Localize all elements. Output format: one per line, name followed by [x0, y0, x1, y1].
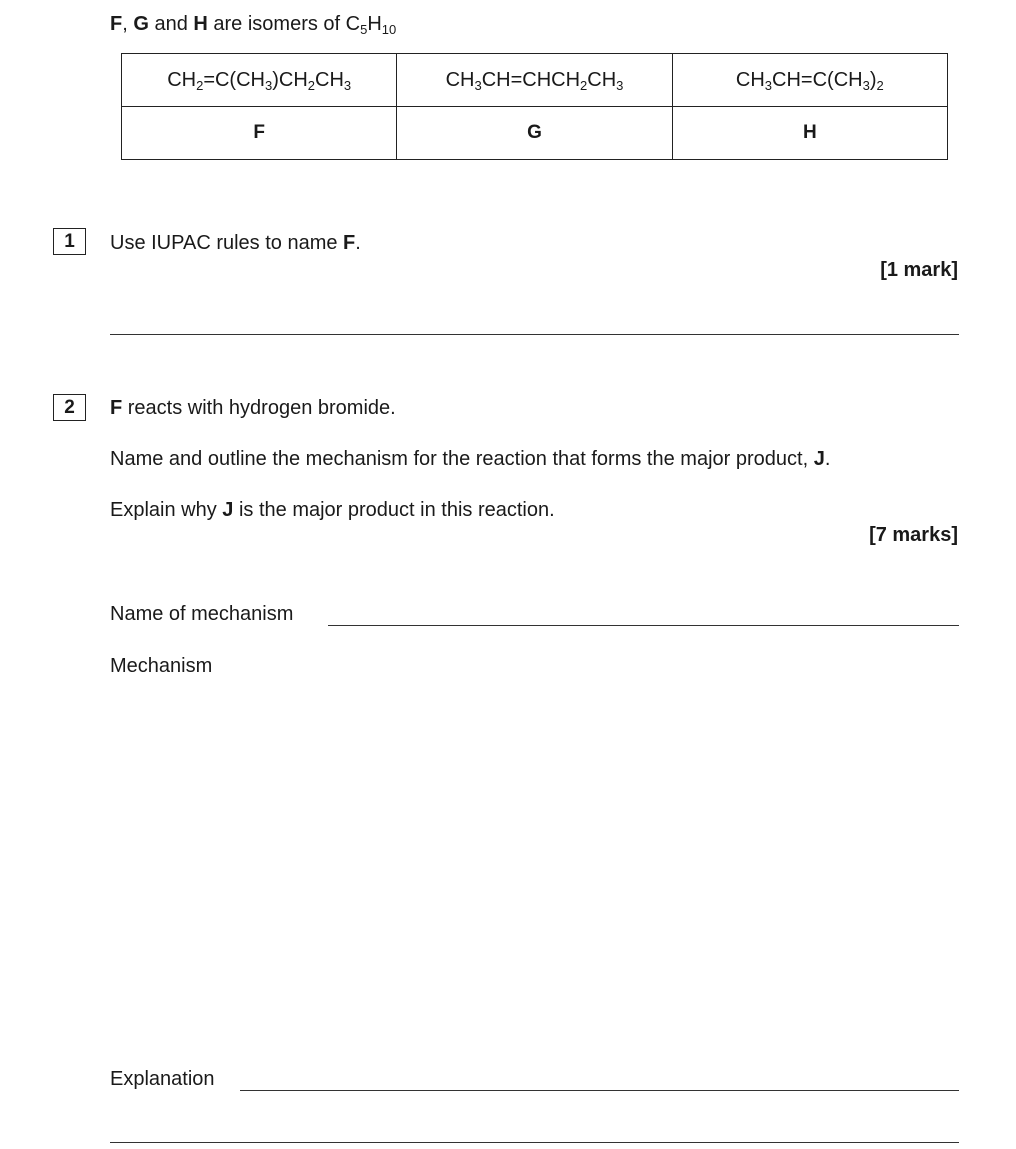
intro-sep: ,: [122, 13, 134, 35]
question-2-line2: [110, 447, 830, 471]
question-2-line2-end: .: [824, 448, 831, 470]
question-2-line3-text: Explain why: [110, 499, 223, 521]
question-2-number: 2: [53, 394, 86, 421]
explanation-label: Explanation: [110, 1068, 215, 1090]
question-2-line3: [110, 498, 555, 522]
explanation-answer-line-1[interactable]: [240, 1090, 959, 1091]
formula-cell-f: $CH_2=C(CH_3)CH_2CH_3$: [122, 54, 397, 107]
explanation-answer-line-2[interactable]: [110, 1142, 959, 1143]
isomer-g-ref: G: [133, 13, 149, 35]
intro-and: and: [148, 13, 194, 35]
intro-h: H: [367, 13, 382, 35]
question-2-line3-rest: is the major product in this reaction.: [233, 499, 555, 521]
question-2-marks: [7 marks]: [869, 524, 958, 546]
mechanism-label: Mechanism: [110, 655, 213, 677]
question-1-number: 1: [53, 228, 86, 255]
mechanism-name-label: Name of mechanism: [110, 603, 294, 625]
question-1-bold-f: F: [343, 232, 356, 254]
intro-line: [110, 12, 396, 36]
isomer-table: [121, 53, 948, 160]
question-1-text: [110, 231, 361, 255]
question-2-bold-j: J: [813, 448, 825, 470]
label-cell-h: H: [672, 107, 947, 160]
answer-line-q1[interactable]: [110, 334, 959, 335]
label-cell-f: F: [122, 107, 397, 160]
isomer-f-ref: F: [110, 13, 123, 35]
question-2-line1-text: reacts with hydrogen bromide.: [122, 397, 396, 419]
label-cell-g: G: [397, 107, 672, 160]
formula-cell-g: $CH_3CH=CHCH_2CH_3$: [397, 54, 672, 107]
question-1-prompt: Use IUPAC rules to name: [110, 232, 344, 254]
question-2-bold-f: F: [110, 397, 123, 419]
intro-c-subscript: 5: [360, 22, 368, 37]
isomer-h-ref: H: [193, 13, 208, 35]
mechanism-name-answer-line[interactable]: [328, 625, 959, 626]
question-1-marks: [1 mark]: [880, 259, 958, 281]
question-2-line1: [110, 396, 396, 420]
question-2-line2-text: Name and outline the mechanism for the reaction that forms the major product,: [110, 448, 814, 470]
question-2-line3-bold-j: J: [222, 499, 234, 521]
label-row: [122, 107, 948, 160]
intro-h-subscript: 10: [381, 22, 397, 37]
intro-text: are isomers of C: [207, 13, 361, 35]
formula-cell-h: $CH_3CH=C(CH_3)_2$: [672, 54, 947, 107]
question-1-end: .: [355, 232, 361, 254]
mechanism-answer-area[interactable]: [110, 690, 959, 1050]
formula-row: [122, 54, 948, 107]
